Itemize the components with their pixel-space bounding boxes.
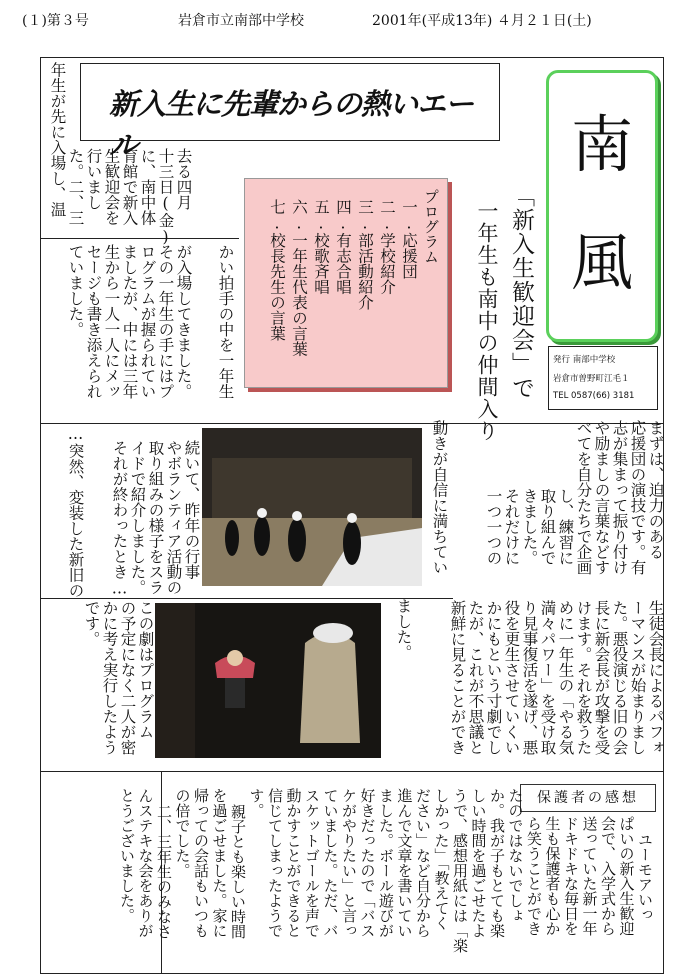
body-text: 育館で新入 [120, 148, 139, 226]
body-text: かに考え実行したよう [100, 600, 119, 755]
body-text: た。悪役演じる旧の会 [610, 600, 629, 755]
parents-line: しかった」「教えてく [432, 788, 451, 931]
body-text: 続いて、昨年の行事 [182, 440, 201, 580]
parents-line: 二、三年生のみなさ [154, 804, 173, 939]
parents-line: 送っていた新一年 [580, 816, 599, 936]
program-item: 七.校長先生の言葉 [268, 199, 286, 341]
parents-line: ユーモアいっ [635, 832, 654, 922]
masthead-char: 風 [570, 226, 633, 299]
body-text: まずは、迫力のある [646, 420, 665, 560]
body-text: ました。 [394, 598, 413, 660]
parents-line: んステキな会をありが [136, 788, 155, 938]
program-heading: プログラム [422, 189, 440, 264]
body-text: ログラムが握られてい [138, 244, 157, 399]
body-text: た。二、三 [66, 148, 85, 226]
school-name: 岩倉市立南部中学校 [178, 13, 304, 29]
body-text: イドで紹介しました。 [128, 440, 147, 595]
body-text: やボランティア活動の [164, 440, 183, 595]
body-text: 動きが自信に満ちてい [430, 420, 449, 575]
body-text: 長に新会長が攻撃を受 [592, 600, 611, 755]
body-text: 満々パワー」を受け取 [538, 600, 557, 755]
body-text: けます。それを救うた [574, 600, 593, 755]
body-text: 一つ一つの [484, 488, 503, 566]
parents-line: 動かすことができると [284, 788, 303, 938]
publisher-line: 岩倉市曽野町江毛１ [553, 374, 630, 384]
article-headline: 「新入生歓迎会」で [508, 184, 534, 400]
body-text: に、南中体 [138, 148, 157, 226]
body-text: それだけに [502, 488, 521, 566]
body-text: し、練習に [556, 488, 575, 566]
body-text: かにもという寸劇でし [484, 600, 503, 755]
program-item: 六.一年生代表の言葉 [290, 199, 308, 357]
body-text: が入場してきました。 [174, 244, 193, 399]
parents-line: しい時間を過ごせたよ [469, 788, 488, 938]
parents-line: ていました。ただ、バ [321, 788, 340, 938]
page-title: 新入生に先輩からの熱いエール [109, 87, 474, 162]
body-text: 志が集まって振り付け [610, 420, 629, 575]
masthead-char: 南 [570, 108, 633, 181]
body-text: 行いまし [84, 148, 103, 210]
parents-line: たのではないでしょ [506, 788, 525, 923]
body-text: 取り組みの様子をスラ [146, 440, 165, 595]
body-text: 生徒会長によるパフォ [646, 600, 665, 755]
body-text: ましたが、中には三年 [120, 244, 139, 399]
parents-line: 会で、入学式から [598, 816, 617, 936]
body-text: 応援団の演技です。有 [628, 420, 647, 575]
body-text: ーマンスが始まりまし [628, 600, 647, 755]
parents-line: 好きだったので「バス [358, 788, 377, 938]
issue-number: (１)第３号 [22, 13, 89, 29]
divider [41, 598, 453, 599]
parents-line: ださい」など自分から [413, 788, 432, 938]
body-text: り見事復活を遂げ、悪 [520, 600, 539, 755]
body-text: 生歓迎会を [102, 148, 121, 226]
publisher-line: 発行 南部中学校 [553, 355, 616, 365]
parents-section-label: 保護者の感想 [520, 784, 656, 812]
parents-line: を過ごせました。家に [210, 788, 229, 938]
body-text: 取り組んで [538, 488, 557, 566]
parents-line: 生も保護者も心か [543, 816, 562, 936]
body-text: めに一年生の「やる気 [556, 600, 575, 755]
parents-impressions [56, 776, 656, 966]
photo-cheer-squad [202, 428, 422, 586]
body-text: 去る四月 [174, 148, 193, 210]
program-item: 三.部活動紹介 [356, 199, 374, 310]
parents-line: の倍でした。 [173, 788, 192, 878]
body-text: です。 [82, 600, 101, 647]
headline-banner [80, 63, 500, 162]
publisher-info [548, 346, 658, 410]
masthead-logo [546, 70, 658, 342]
photo-skit [155, 603, 381, 758]
body-text: や励ましの言葉などす [592, 420, 611, 575]
body-text: …突然、変装した新旧の [66, 425, 85, 598]
divider [41, 771, 663, 772]
parents-line: か。我が子もとても楽 [487, 788, 506, 938]
body-text: べてを自分たちで企画 [574, 420, 593, 575]
program-item: 一.応援団 [400, 199, 418, 279]
parents-line: 親子とも楽しい時間 [228, 804, 247, 939]
body-text: 十三日(金) [156, 148, 175, 246]
publisher-line: TEL 0587(66) 3181 [553, 391, 635, 401]
article-subheadline: 一年生も南中の仲間入り [475, 200, 499, 442]
parents-line: 進んで文章を書いてい [395, 788, 414, 938]
divider [41, 238, 239, 239]
program-item: 五.校歌斉唱 [312, 199, 330, 295]
body-text: かい拍手の中を一年生 [216, 244, 235, 399]
body-text: 役を更生させていくい [502, 600, 521, 755]
body-text: 新鮮に見ることができ [448, 600, 467, 755]
parents-line: 帰っての会話もいつも [191, 788, 210, 938]
issue-date: 2001年(平成13年) ４月２１日(土) [372, 13, 592, 29]
body-text: この劇はプログラム [136, 600, 155, 740]
divider [41, 423, 663, 424]
body-text: その一年生の手にはプ [156, 244, 175, 399]
parents-line: とうございました。 [117, 788, 136, 923]
page-header [0, 0, 691, 38]
body-text: 年生が先に入場し、温 [48, 62, 67, 217]
parents-line: 信じてしまったようで [265, 788, 284, 938]
parents-line: ぱいの新入生歓迎 [617, 816, 636, 936]
parents-line: ました。ボール遊びが [376, 788, 395, 938]
body-text: きました。 [520, 488, 539, 566]
body-text: セージも書き添えられ [84, 244, 103, 399]
photo-skit-image [155, 603, 381, 758]
parents-line: ケがやりたい」と言っ [339, 788, 358, 938]
body-text: 生から一人一人にメッ [102, 244, 121, 399]
parents-line: スケットゴールを声で [302, 788, 321, 938]
parents-line: うで、感想用紙には「楽 [450, 788, 469, 953]
program-item: 四.有志合唱 [334, 199, 352, 295]
body-text: の予定になく二人が密 [118, 600, 137, 755]
photo-cheer-squad-image [202, 428, 422, 586]
body-text: それが終わったとき… [110, 440, 129, 598]
body-text: ていました。 [66, 244, 85, 337]
parents-line: す。 [247, 788, 266, 818]
parents-line: ドキドキな毎日を [561, 816, 580, 936]
parents-line: ら笑うことができ [524, 816, 543, 936]
program-box [244, 178, 448, 388]
body-text: たが、これが不思議と [466, 600, 485, 755]
program-item: 二.学校紹介 [378, 199, 396, 295]
